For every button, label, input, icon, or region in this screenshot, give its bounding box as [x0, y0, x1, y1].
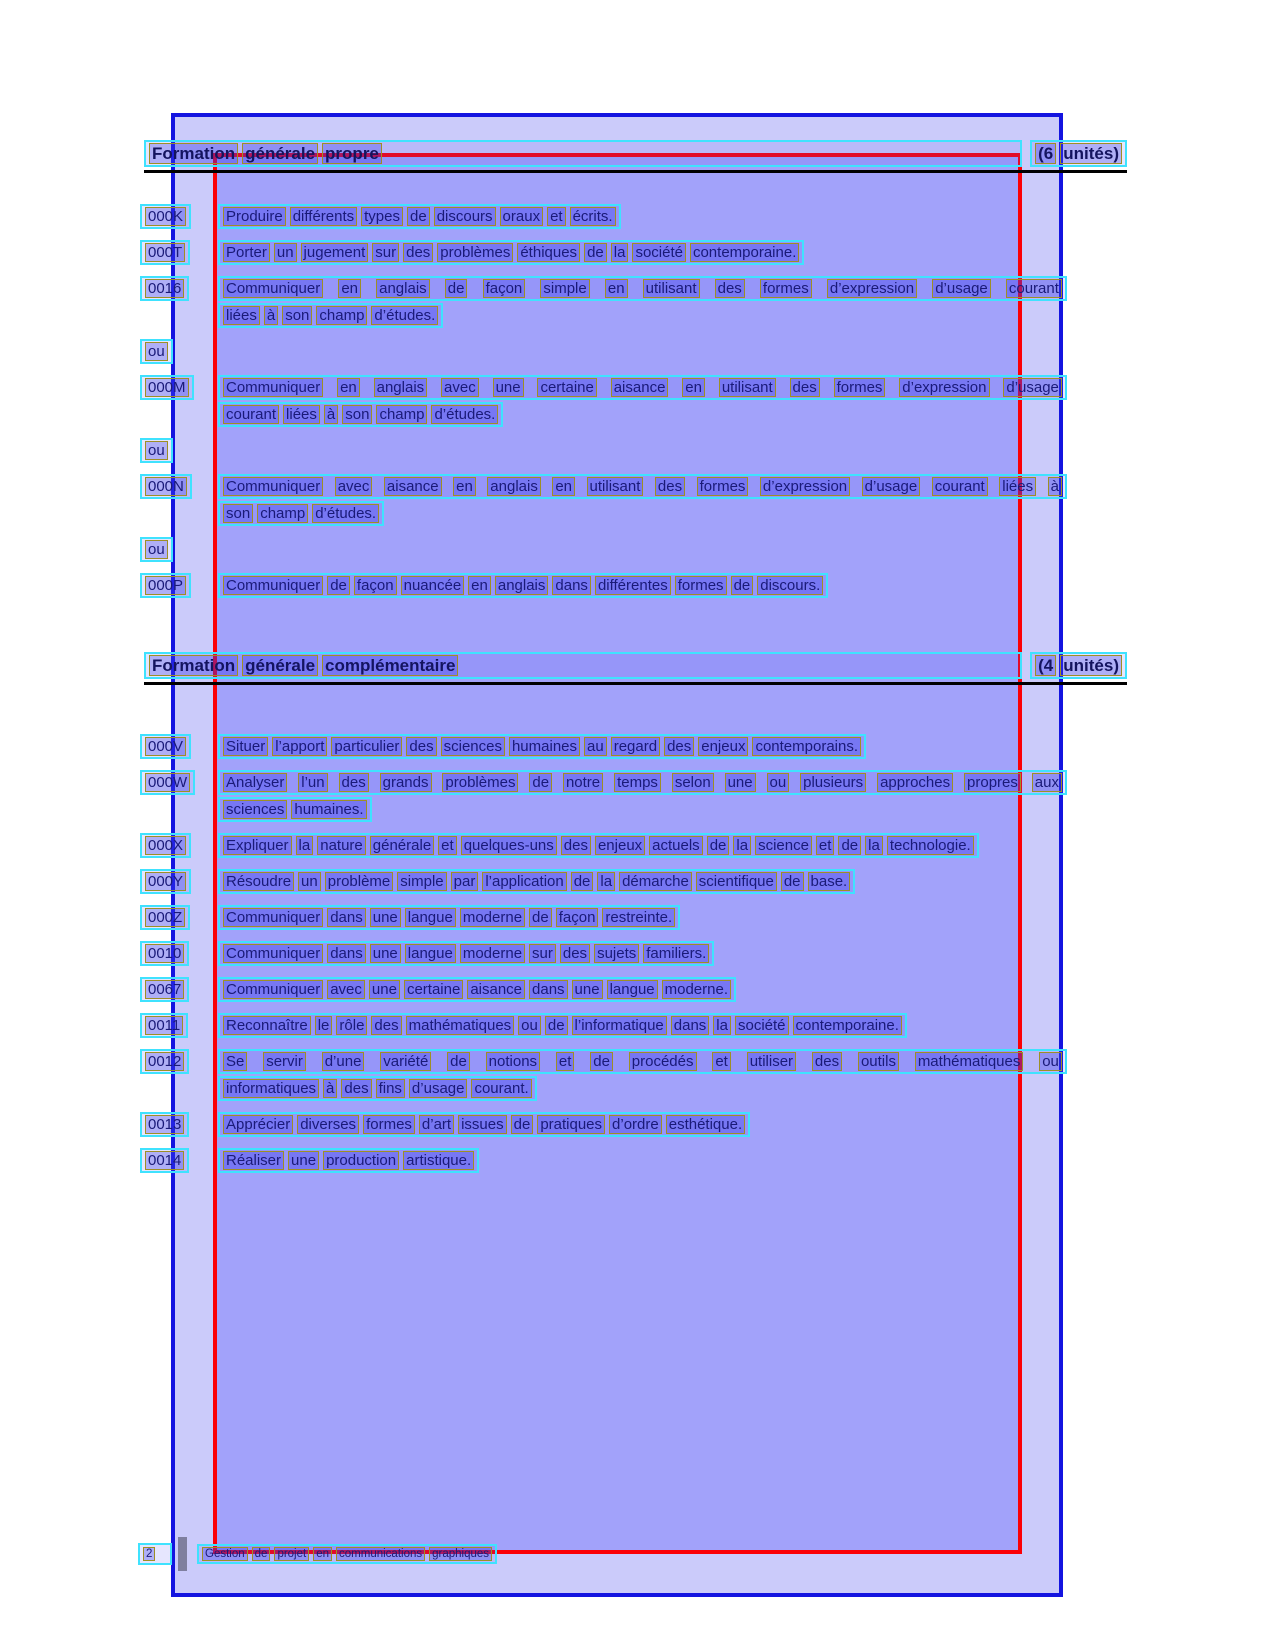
- competency-code: 0013: [140, 1112, 189, 1137]
- section-title: Formation générale complémentaire: [144, 652, 1022, 679]
- text-line: informatiques à des fins d’usage courant.: [218, 1076, 537, 1101]
- text-line: Porter un jugement sur des problèmes éthiques de la société contemporaine.: [218, 240, 804, 265]
- conjunction-ou: ou: [140, 339, 173, 364]
- text-line: Expliquer la nature générale et quelques-uns des enjeux actuels de la science et de la technologie.: [218, 833, 979, 858]
- section-header-complementaire: [144, 652, 1127, 685]
- units-label: (4 unités): [1030, 652, 1127, 679]
- text-line: Communiquer de façon nuancée en anglais dans différentes formes de discours.: [218, 573, 828, 598]
- competency-code: 000Y: [140, 869, 191, 894]
- text-line: Situer l’apport particulier des sciences humaines au regard des enjeux contemporains.: [218, 734, 866, 759]
- table-row: [140, 833, 1067, 858]
- competency-code: 000N: [140, 474, 192, 499]
- competency-code: 000Z: [140, 905, 190, 930]
- section-header-propre: [144, 140, 1127, 173]
- competency-code: 0067: [140, 977, 189, 1002]
- program-name: Gestion de projet en communications graphiques: [197, 1544, 497, 1564]
- competency-code: 000V: [140, 734, 191, 759]
- units-label: (6 unités): [1030, 140, 1127, 167]
- page-footer: [138, 1537, 497, 1571]
- competency-code: 000T: [140, 240, 190, 265]
- competency-code: 000P: [140, 573, 191, 598]
- competency-code: 0012: [140, 1049, 189, 1074]
- text-line: courant liées à son champ d’études.: [218, 402, 503, 427]
- text-line: Communiquer avec une certaine aisance dans une langue moderne.: [218, 977, 736, 1002]
- section-title: Formation générale propre: [144, 140, 1022, 167]
- competency-list-complementaire: [140, 734, 1067, 1184]
- table-row: [140, 438, 1067, 463]
- text-line: liées à son champ d’études.: [218, 303, 443, 328]
- table-row: [140, 276, 1067, 328]
- competency-code: 000M: [140, 375, 194, 400]
- competency-code: 0014: [140, 1148, 189, 1173]
- table-row: [140, 1049, 1067, 1101]
- text-line: Communiquer dans une langue moderne de façon restreinte.: [218, 905, 680, 930]
- text-line: Reconnaître le rôle des mathématiques ou de l’informatique dans la société contemporaine.: [218, 1013, 907, 1038]
- competency-code: 0011: [140, 1013, 188, 1038]
- competency-list-propre: [140, 204, 1067, 609]
- text-line: Se servir d’une variété de notions et de procédés et utiliser des outils mathématiques ou: [218, 1049, 1067, 1074]
- conjunction-ou: ou: [140, 438, 173, 463]
- text-line: Communiquer avec aisance en anglais en utilisant des formes d’expression d’usage courant liées à: [218, 474, 1067, 499]
- text-line: Apprécier diverses formes d’art issues de pratiques d’ordre esthétique.: [218, 1112, 750, 1137]
- text-line: Réaliser une production artistique.: [218, 1148, 479, 1173]
- table-row: [140, 240, 1067, 265]
- competency-code: 0016: [140, 276, 189, 301]
- table-row: [140, 734, 1067, 759]
- text-line: Communiquer en anglais avec une certaine aisance en utilisant des formes d’expression d’usage: [218, 375, 1067, 400]
- table-row: [140, 905, 1067, 930]
- text-line: Résoudre un problème simple par l’application de la démarche scientifique de base.: [218, 869, 855, 894]
- text-line: sciences humaines.: [218, 797, 372, 822]
- table-row: [140, 339, 1067, 364]
- competency-code: 000K: [140, 204, 191, 229]
- table-row: [140, 869, 1067, 894]
- text-line: Communiquer en anglais de façon simple en utilisant des formes d’expression d’usage courant: [218, 276, 1067, 301]
- table-row: [140, 1112, 1067, 1137]
- competency-code: 000W: [140, 770, 195, 795]
- table-row: [140, 1013, 1067, 1038]
- competency-code: 0010: [140, 941, 189, 966]
- page-number: 2: [138, 1543, 172, 1565]
- table-row: [140, 573, 1067, 598]
- competency-code: 000X: [140, 833, 191, 858]
- footer-separator-bar: [178, 1537, 187, 1571]
- table-row: [140, 474, 1067, 526]
- table-row: [140, 1148, 1067, 1173]
- table-row: [140, 941, 1067, 966]
- text-line: Analyser l’un des grands problèmes de notre temps selon une ou plusieurs approches propres aux: [218, 770, 1067, 795]
- text-line: Communiquer dans une langue moderne sur des sujets familiers.: [218, 941, 714, 966]
- table-row: [140, 537, 1067, 562]
- text-line: Produire différents types de discours oraux et écrits.: [218, 204, 621, 229]
- table-row: [140, 375, 1067, 427]
- text-line: son champ d’études.: [218, 501, 384, 526]
- table-row: [140, 204, 1067, 229]
- table-row: [140, 977, 1067, 1002]
- conjunction-ou: ou: [140, 537, 173, 562]
- table-row: [140, 770, 1067, 822]
